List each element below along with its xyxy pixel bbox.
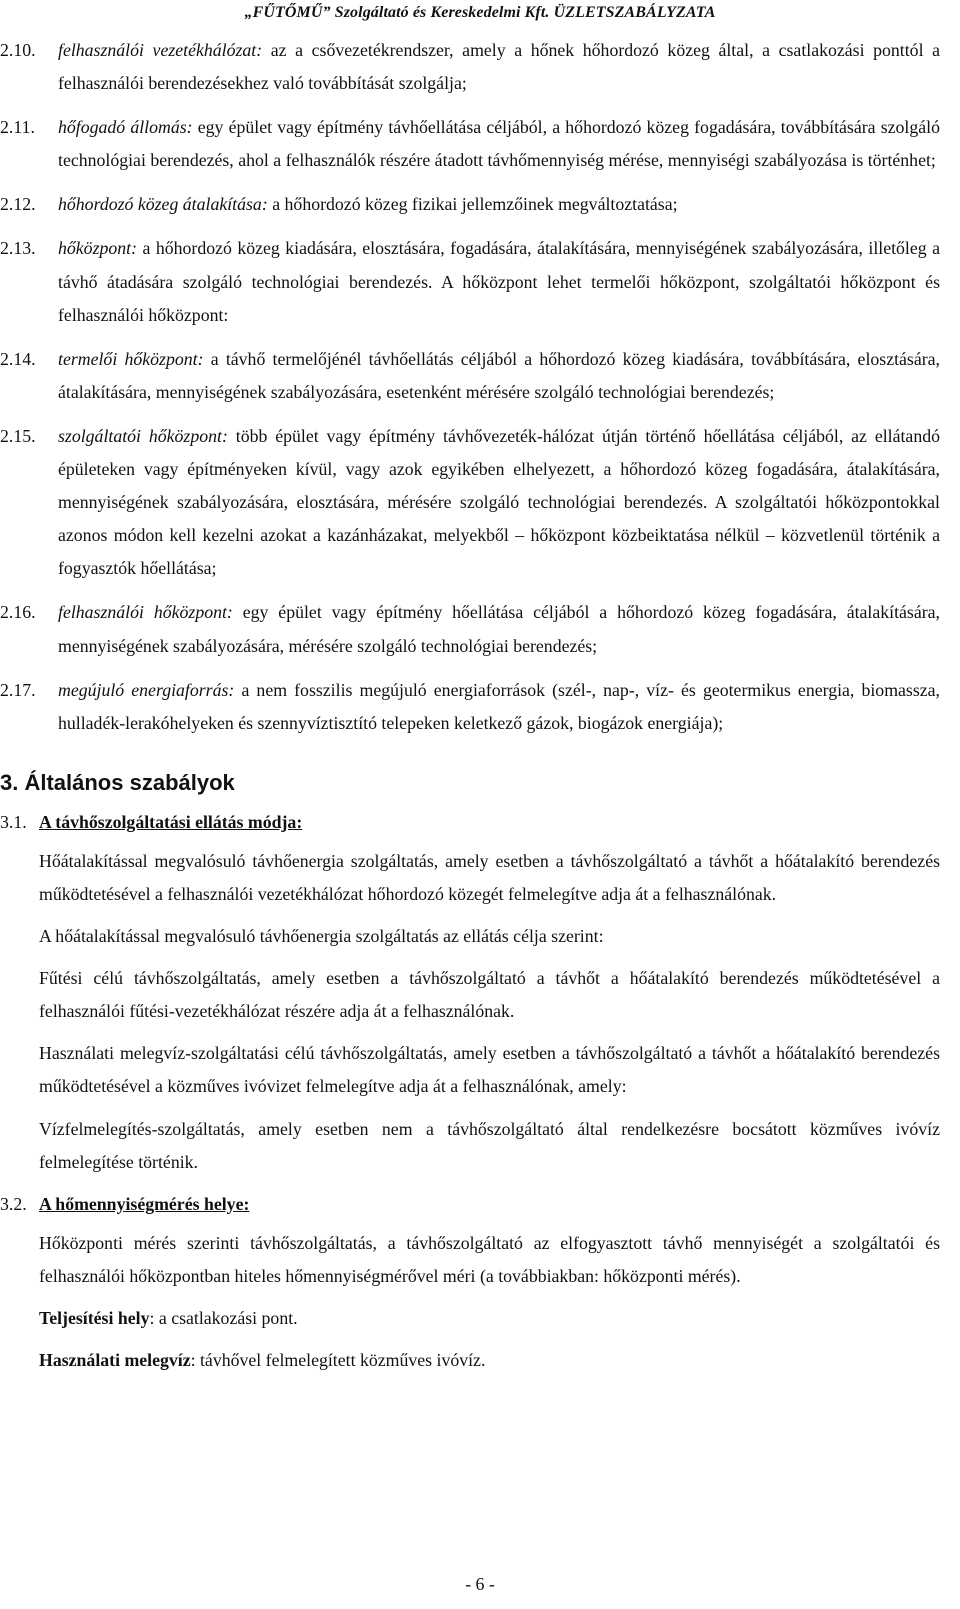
delivery-label: Teljesítési hely xyxy=(39,1308,150,1328)
definition-term: hőfogadó állomás: xyxy=(58,117,193,138)
definition-term: termelői hőközpont: xyxy=(58,348,204,369)
subsection-heading-3-1 xyxy=(0,806,940,839)
definition-body xyxy=(58,232,940,331)
definition-text: a távhő termelőjénél távhőellátás céljából a hőhordozó közeg kiadására, továbbítására, elosztására, átalakítására, mennyiségének szabályozására, esetenként mérésére szolgáló technológiai berendezés; xyxy=(58,348,940,402)
definition-term: hőhordozó közeg átalakítása: xyxy=(58,194,268,215)
definition-body xyxy=(58,674,940,740)
definition-2-12 xyxy=(0,188,940,221)
definition-text: egy épület vagy építmény hőellátása céljából a hőhordozó közeg fogadására, átalakítására, mennyiségének szabályozására, mérésére szolgáló technológiai berendezés; xyxy=(58,602,940,656)
definition-number: 2.14. xyxy=(0,348,36,369)
hotwater-label: Használati melegvíz xyxy=(39,1350,191,1371)
document-body xyxy=(0,34,940,1386)
page-number: - 6 - xyxy=(465,1574,495,1594)
definition-body xyxy=(58,420,940,585)
definition-2-14 xyxy=(0,343,940,409)
definition-number: 2.10. xyxy=(0,40,36,60)
hotwater-text: : távhővel felmelegített közműves ivóvíz. xyxy=(190,1350,486,1371)
subsection-title: A távhőszolgáltatási ellátás módja: xyxy=(39,811,303,832)
delivery-text: : a csatlakozási pont. xyxy=(149,1308,298,1328)
subsection-number: 3.1. xyxy=(0,811,27,832)
definition-number: 2.16. xyxy=(0,602,36,623)
subsection-number: 3.2. xyxy=(0,1193,27,1214)
definition-2-15 xyxy=(0,420,940,585)
definition-term: szolgáltatói hőközpont: xyxy=(58,425,228,446)
definition-2-13 xyxy=(0,232,940,331)
paragraph: Fűtési célú távhőszolgáltatás, amely esetben a távhőszolgáltató a távhőt a hőátalakító berendezés működtetésével a felhasználói fűtési-vezetékhálózat részére adja át a felhasználónak. xyxy=(39,968,940,1022)
page-header: „FŰTŐMŰ” Szolgáltató és Kereskedelmi Kft. ÜZLETSZABÁLYZATA xyxy=(244,4,716,21)
definition-number: 2.12. xyxy=(0,194,36,215)
delivery-place-paragraph xyxy=(39,1302,940,1335)
definition-term: felhasználói vezetékhálózat: xyxy=(58,40,263,60)
paragraph: Hőátalakítással megvalósuló távhőenergia szolgáltatás, amely esetben a távhőszolgáltató a távhőt a hőátalakító berendezés működtetésével a felhasználói vezetékhálózat hőhordozó közegét felmelegítve adja át a felhasználónak. xyxy=(39,850,940,904)
paragraph: Hőközponti mérés szerinti távhőszolgáltatás, a távhőszolgáltató az elfogyasztott távhő mennyiségét a szolgáltatói és felhasználói hőközpontban hiteles hőmennyiségmérővel méri (a továbbiakban: hőközponti mérés). xyxy=(39,1232,940,1286)
definition-body xyxy=(58,188,940,221)
subsection-heading-3-2 xyxy=(0,1188,940,1221)
definition-body xyxy=(58,111,940,177)
definition-body xyxy=(58,343,940,409)
subsection-title: A hőmennyiségmérés helye: xyxy=(39,1193,250,1214)
definition-2-11 xyxy=(0,111,940,177)
definition-number: 2.13. xyxy=(0,238,36,259)
section-heading: 3. Általános szabályok xyxy=(0,769,235,795)
definition-number: 2.15. xyxy=(0,425,36,446)
definition-text: egy épület vagy építmény távhőellátása céljából, a hőhordozó közeg fogadására, továbbítására szolgáló technológiai berendezés, ahol a felhasználók részére átadott távhőmennyiség mérése, mennyiségi szabályozása is történhet; xyxy=(58,117,940,171)
hotwater-paragraph xyxy=(39,1344,940,1377)
definition-text: több épület vagy építmény távhővezeték-hálózat útján történő hőellátása céljából, az ellátandó épületeken vagy építményeken kívül, vagy azok egyikében elhelyezett, a hőhordozó közeg fogadására, átalakítására, mennyiségének szabályozására, elosztására, mérésére szolgáló technológiai berendezés. A szolgáltatói hőközpontokkal azonos módon kell kezelni azokat a kazánházakat, melyekből – hőközpont közbeiktatása nélkül – közvetlenül történik a fogyasztók hőellátása; xyxy=(58,425,940,579)
paragraph: Vízfelmelegítés-szolgáltatás, amely esetben nem a távhőszolgáltató által rendelkezésre bocsátott közműves ivóvíz felmelegítése történik. xyxy=(39,1118,940,1172)
definition-2-16 xyxy=(0,596,940,662)
paragraph: Használati melegvíz-szolgáltatási célú távhőszolgáltatás, amely esetben a távhőszolgáltató a távhőt a hőátalakító berendezés működtetésével a közműves ivóvizet felmelegítve adja át a felhasználónak, amely: xyxy=(39,1043,940,1097)
definition-term: megújuló energiaforrás: xyxy=(58,679,235,700)
definition-text: a hőhordozó közeg fizikai jellemzőinek megváltoztatása; xyxy=(267,194,678,215)
definition-term: hőközpont: xyxy=(58,238,138,259)
definition-text: a nem fosszilis megújuló energiaforrások (szél-, nap-, víz- és geotermikus energia, biomassza, hulladék-lerakóhelyeken és szennyvíztisztító telepeken keletkező gázok, biogázok energiája); xyxy=(58,679,940,733)
definition-number: 2.17. xyxy=(0,679,36,700)
definition-2-17 xyxy=(0,674,940,740)
definition-body xyxy=(58,596,940,662)
definition-term: felhasználói hőközpont: xyxy=(58,602,233,623)
definition-body xyxy=(58,34,940,100)
paragraph: A hőátalakítással megvalósuló távhőenergia szolgáltatás az ellátás célja szerint: xyxy=(39,926,604,947)
definition-number: 2.11. xyxy=(0,117,35,138)
definition-2-10 xyxy=(0,34,940,100)
definition-text: az a csővezetékrendszer, amely a hőnek hőhordozó közeg által, a csatlakozási ponttól a felhasználói berendezésekhez való továbbítását szolgálja; xyxy=(58,40,941,94)
definition-text: a hőhordozó közeg kiadására, elosztására, fogadására, átalakítására, mennyiségének szabályozására, illetőleg a távhő átadására szolgáló technológiai berendezés. A hőközpont lehet termelői hőközpont, szolgáltatói hőközpont és felhasználói hőközpont: xyxy=(58,238,940,325)
